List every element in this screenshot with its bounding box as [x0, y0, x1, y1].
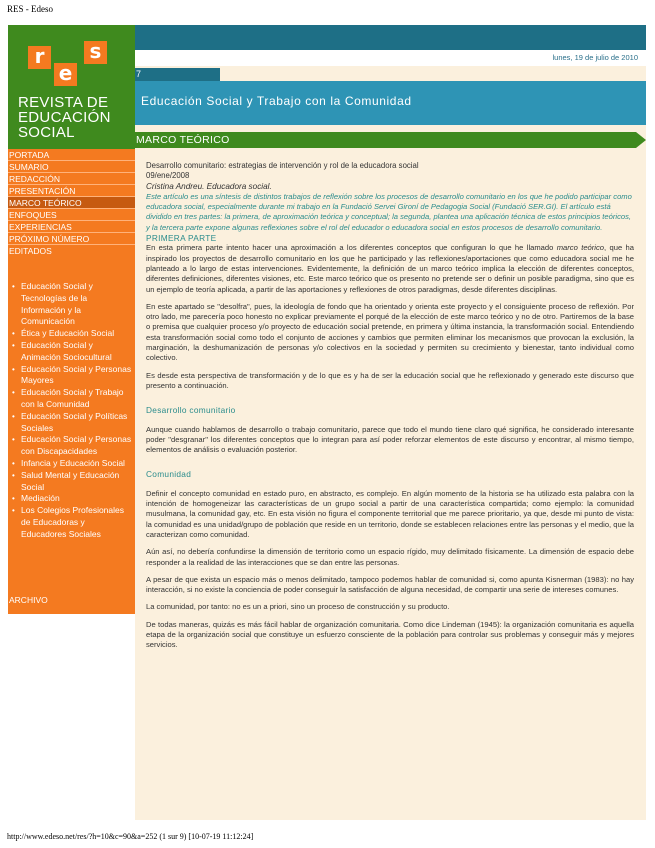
list-item[interactable]: • Educación Social y Personas con Discapacidades: [12, 434, 132, 457]
nav-item-proximo-numero[interactable]: PRÓXIMO NÚMERO: [8, 233, 135, 245]
logo-letter-r: r: [28, 46, 51, 69]
article-date: 09/ene/2008: [146, 171, 190, 181]
list-item[interactable]: • Ética y Educación Social: [12, 328, 115, 339]
section-title: Educación Social y Trabajo con la Comunidad: [141, 94, 412, 108]
logo-title-line: REVISTA DE: [18, 94, 109, 111]
paragraph: En este apartado se "desolfra", pues, la ideología de fondo que ha orientado y orienta este proyecto y el consiguiente proceso de reflexión. Por otro lado, me parecería poco honesto no explicar previamente el porqué de la elección de este marco teórico y no de otro. Partiremos de la base o premisa que cualquier proceso y/o proyecto de educación social pretende, en primera y última instancia, la transformación social. Entendiendo esta transformación social como todo el conjunto de acciones y cambios que permiten eliminar los mecanismos que provocan la exclusión, la marginación, la deshumanización de personas y/o colectivos en la sociedad y permiten su crecimiento y bienestar, tanto individual como colectivo.: [146, 301, 634, 363]
nav-item-redaccion[interactable]: REDACCIÓN: [8, 173, 135, 185]
browser-header: RES - Edeso: [7, 4, 53, 14]
bullet-icon: •: [12, 506, 15, 516]
editados-list: [12, 281, 132, 541]
list-item[interactable]: • Educación Social y Animación Sociocultural: [12, 339, 112, 362]
list-item[interactable]: • Educación Social y Personas Mayores: [12, 363, 132, 386]
logo-title-line: SOCIAL: [18, 124, 75, 141]
article-abstract: Este artículo es una síntesis de distintos trabajos de reflexión sobre los procesos de desarrollo comunitario en los que he podido participar como educadora social, especialmente durante mi trabajo en la Fundació Servei Gironí de Pedagogia Social (Fundació SER.GI). El artículo está dividido en tres partes: la primera, de aproximación teórica y conceptual; la segunda, plantea una aplicación técnica de estos principios teóricos, y la tercera parte expone algunas reflexiones sobre el rol del educador o educadora social en estos procesos de desarrollo comunitario.: [146, 191, 632, 232]
left-column: [8, 25, 135, 820]
bullet-icon: •: [12, 329, 15, 339]
bullet-icon: •: [12, 470, 15, 480]
article-author: Cristina Andreu. Educadora social.: [146, 181, 272, 191]
paragraph: A pesar de que exista un espacio más o menos delimitado, tampoco podemos hablar de comunidad si, como apunta Kisnerman (1983): no hay interacción, si no existe la conciencia de poder conseguir la satisfacción de alguna necesidad, de compartir una serie de intereses comunes.: [146, 574, 634, 595]
bullet-icon: •: [12, 494, 15, 504]
list-item[interactable]: • Educación Social y Tecnologías de la Información y la Comunicación: [12, 281, 93, 327]
paragraph: En esta primera parte intento hacer una aproximación a los diferentes conceptos que configuran lo que he llamado marco teórico, que ha inspirado los proyectos de desarrollo comunitario en los que he participado y las reflexiones/aportaciones que como educadora social me he planteado a lo largo de estas intervenciones. Evidentemente, la definición de un marco teórico implica la elección de diferentes conceptos, diferentes definiciones, diferentes visiones, etc. Este marco teórico que os presento no pretende ser o definir un posible paradigma, sino que es un ejemplo de teoría aplicada, a partir de las aportaciones y reflexiones de otros paradigmas, desde diferentes disciplinas.: [146, 243, 634, 294]
logo-title-line: EDUCACIÓN: [18, 109, 111, 126]
logo-letter-s: s: [84, 41, 107, 64]
logo-title: [18, 95, 111, 140]
page-container: [8, 25, 646, 820]
bullet-icon: •: [12, 435, 15, 445]
list-item[interactable]: • Los Colegios Profesionales de Educadoras y Educadores Sociales: [12, 505, 125, 539]
issue-number: 7: [135, 68, 220, 81]
subsection-title: MARCO TEÓRICO: [136, 134, 230, 146]
top-band: [135, 25, 646, 50]
emphasis: marco teórico: [556, 243, 605, 253]
nav-item-experiencias[interactable]: EXPERIENCIAS: [8, 221, 135, 233]
nav-item-portada[interactable]: PORTADA: [8, 149, 135, 161]
paragraph: La comunidad, por tanto: no es un a priori, sino un proceso de construcción y su producto.: [146, 602, 450, 612]
paragraph: Aunque cuando hablamos de desarrollo o trabajo comunitario, parece que todo el mundo tiene claro qué significa, he considerado interesante poder "desgranar" los diferentes conceptos que lo integran para así poder reforzar elementos de este discurso y encontrar, al mismo tiempo, elementos de análisis o evaluación posterior.: [146, 424, 634, 455]
article: [146, 161, 634, 651]
paragraph: De todas maneras, quizás es más fácil hablar de organización comunitaria. Como dice Lindeman (1945): la organización comunitaria es aquella etapa de la organización social que constituye un esfuerzo consciente de la población para controlar sus problemas y conseguir más y mejores servicios.: [146, 619, 634, 650]
list-item[interactable]: • Infancia y Educación Social: [12, 457, 125, 468]
paragraph: Aún así, no debería confundirse la dimensión de territorio como un espacio rígido, muy delimitado físicamente. La dimensión de espacio debe responder a la realidad de las interacciones que se dan entre las personas.: [146, 547, 634, 567]
list-item[interactable]: • Mediación: [12, 493, 60, 504]
nav-item-editados[interactable]: EDITADOS: [9, 246, 52, 256]
bullet-icon: •: [12, 364, 15, 374]
heading-comunidad: Comunidad: [146, 469, 192, 480]
bullet-icon: •: [12, 388, 15, 398]
bullet-icon: •: [12, 282, 15, 291]
nav-item-sumario[interactable]: SUMARIO: [8, 161, 135, 173]
list-item[interactable]: • Educación Social y Trabajo con la Comunidad: [12, 387, 124, 409]
browser-footer: http://www.edeso.net/res/?h=10&c=90&a=252 (1 sur 9) [10-07-19 11:12:24]: [7, 832, 254, 841]
heading-desarrollo-comunitario: Desarrollo comunitario: [146, 405, 236, 416]
list-item[interactable]: • Educación Social y Políticas Sociales: [12, 410, 128, 433]
logo-letter-e: e: [54, 63, 77, 86]
nav-panel-tail: [104, 596, 135, 614]
bullet-icon: •: [12, 411, 15, 421]
paragraph: Es desde esta perspectiva de transformación y de lo que es y ha de ser la educación social que he reflexionado y generado este discurso que presento a continuación.: [146, 370, 634, 390]
list-item[interactable]: • Salud Mental y Educación Social: [12, 469, 120, 492]
current-date: lunes, 19 de julio de 2010: [552, 53, 638, 62]
paragraph: Definir el concepto comunidad en estado puro, en abstracto, es complejo. En algún momento de la historia se ha utilizado esta palabra con la intención de homogeneizar las características de un grupo social a partir de una característica compartida; como ejemplo: la comunidad musulmana, la comunidad gay, etc. En esta visión no figura el componente territorial que me parece prioritario, ya que, desde mi punto de vista: la comunidad es una unidad/grupo de población que reside en un territorio, donde se establecen relaciones entre las personas y el medio, que la caracterizan como comunidad.: [146, 488, 634, 539]
subsection-arrow-icon: [636, 132, 646, 148]
nav-item-enfoques[interactable]: ENFOQUES: [8, 209, 135, 221]
logo[interactable]: [8, 25, 135, 149]
bullet-icon: •: [12, 340, 15, 350]
heading-primera-parte: PRIMERA PARTE: [146, 233, 217, 244]
nav-item-presentacion[interactable]: PRESENTACIÓN: [8, 185, 135, 197]
bullet-icon: •: [12, 458, 15, 468]
article-title: Desarrollo comunitario: estrategias de intervención y rol de la educadora social: [146, 161, 419, 170]
nav-item-archivo[interactable]: ARCHIVO: [9, 595, 48, 605]
nav-item-marco-teorico[interactable]: MARCO TEÓRICO: [8, 197, 135, 209]
